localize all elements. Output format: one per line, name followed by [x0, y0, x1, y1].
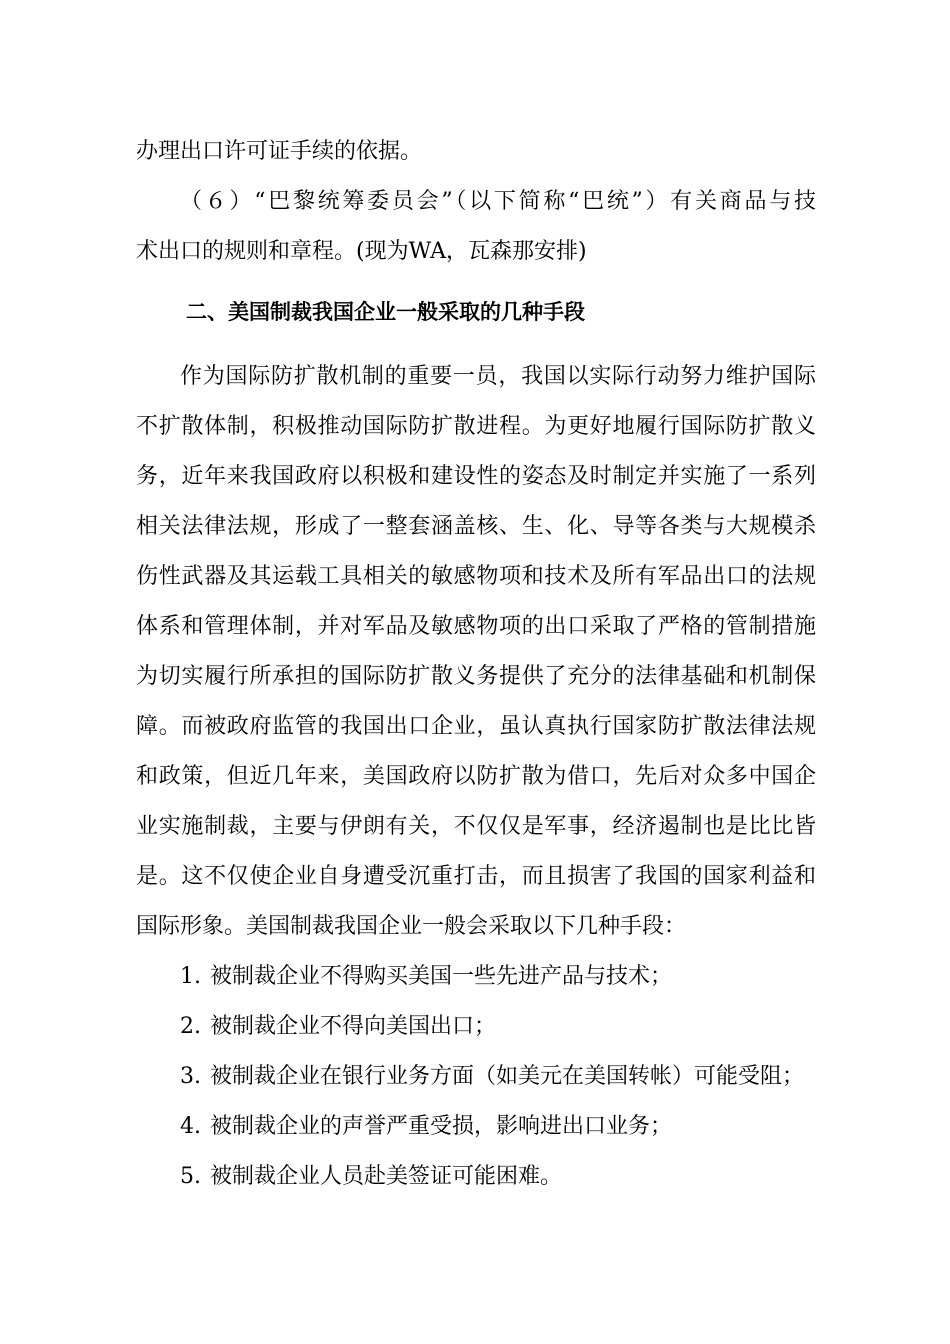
paragraph-line: 体系和管理体制，并对军品及敏感物项的出口采取了严格的管制措施 — [136, 614, 816, 639]
list-text: 被制裁企业人员赴美签证可能困难。 — [210, 1164, 563, 1189]
paragraph-line: 作为国际防扩散机制的重要一员，我国以实际行动努力维护国际 — [180, 364, 816, 389]
list-item — [180, 1062, 804, 1092]
list-text: 被制裁企业在银行业务方面（如美元在美国转帐）可能受阻； — [210, 1064, 805, 1089]
list-text: 被制裁企业不得购买美国一些先进产品与技术； — [210, 964, 673, 989]
paragraph-line: 务，近年来我国政府以积极和建设性的姿态及时制定并实施了一系列 — [136, 464, 816, 489]
paragraph-line: 伤性武器及其运载工具相关的敏感物项和技术及所有军品出口的法规 — [136, 564, 816, 589]
list-item — [180, 1162, 562, 1192]
paragraph-line: 障。而被政府监管的我国出口企业，虽认真执行国家防扩散法律法规 — [136, 714, 816, 739]
list-item — [180, 1112, 672, 1142]
list-number: 4. — [180, 1114, 201, 1139]
list-number: 2. — [180, 1014, 201, 1039]
intro-line: 办理出口许可证手续的依据。 — [136, 139, 423, 164]
item6-line-1: （６）“巴黎统筹委员会”（以下简称“巴统”）有关商品与技 — [180, 189, 816, 214]
paragraph-line: 业实施制裁，主要与伊朗有关，不仅仅是军事，经济遏制也是比比皆 — [136, 814, 816, 839]
paragraph-line: 是。这不仅使企业自身遭受沉重打击，而且损害了我国的国家利益和 — [136, 864, 816, 889]
list-text: 被制裁企业不得向美国出口； — [210, 1014, 497, 1039]
paragraph-line: 和政策，但近几年来，美国政府以防扩散为借口，先后对众多中国企 — [136, 764, 816, 789]
paragraph-line: 国际形象。美国制裁我国企业一般会采取以下几种手段： — [136, 914, 687, 939]
paragraph-line: 不扩散体制，积极推动国际防扩散进程。为更好地履行国际防扩散义 — [136, 414, 816, 439]
item6-line-2: 术出口的规则和章程。(现为WA，瓦森那安排) — [136, 239, 587, 264]
list-text: 被制裁企业的声誉严重受损，影响进出口业务； — [210, 1114, 673, 1139]
list-number: 1. — [180, 964, 201, 989]
paragraph-line: 为切实履行所承担的国际防扩散义务提供了充分的法律基础和机制保 — [136, 664, 816, 689]
list-item — [180, 962, 672, 992]
list-item — [180, 1012, 496, 1042]
list-number: 5. — [180, 1164, 201, 1189]
section-heading: 二、美国制裁我国企业一般采取的几种手段 — [186, 300, 585, 324]
paragraph-line: 相关法律法规，形成了一整套涵盖核、生、化、导等各类与大规模杀 — [136, 514, 816, 539]
list-number: 3. — [180, 1064, 201, 1089]
